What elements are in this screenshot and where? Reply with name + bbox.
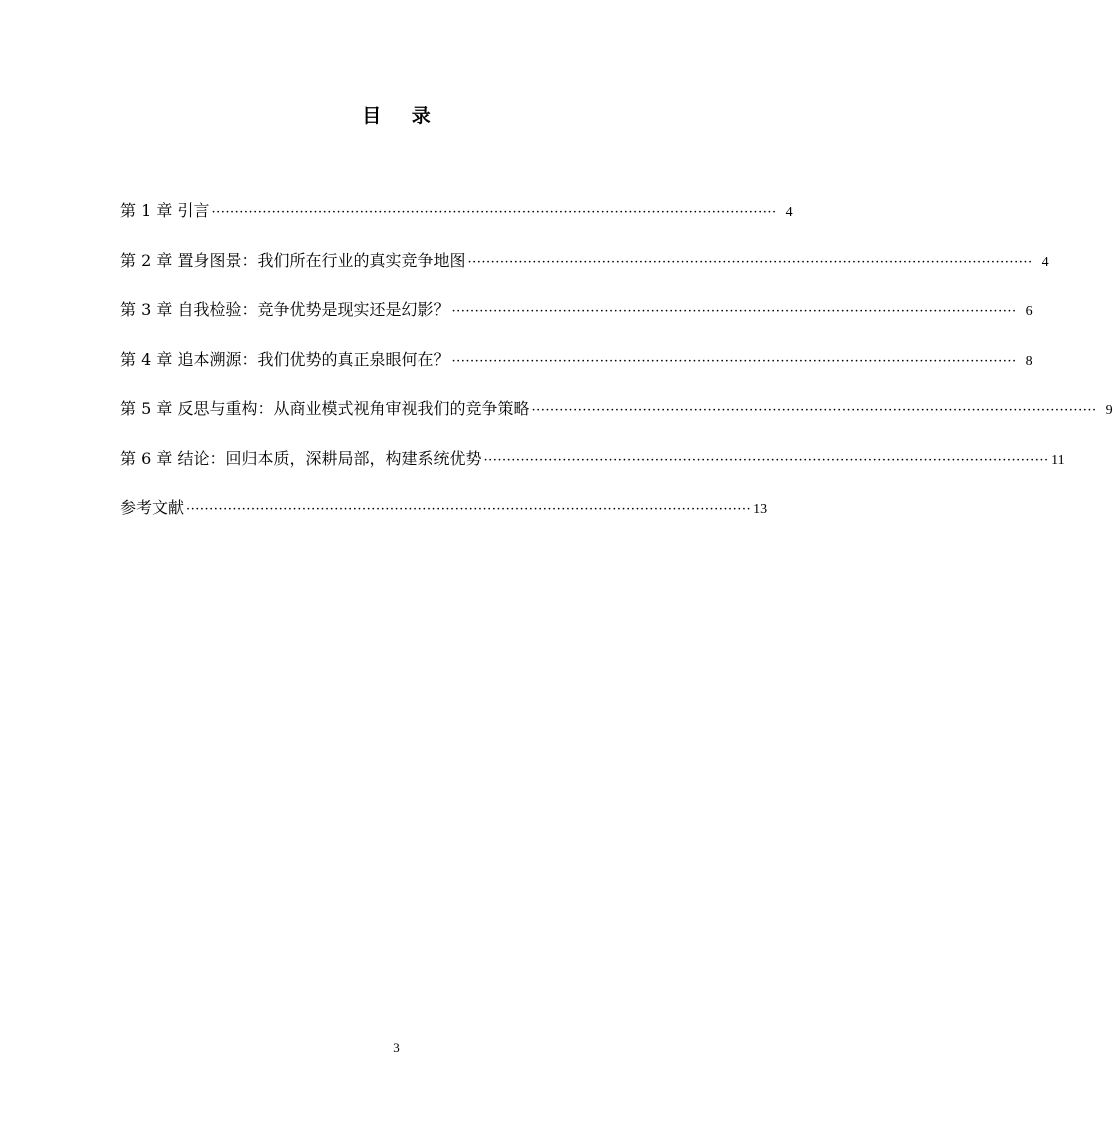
toc-leader-dots: ·························································································································· (451, 304, 1017, 319)
toc-entry-3[interactable] (120, 295, 1033, 345)
toc-leader-dots: ·························································································································· (186, 502, 752, 517)
footer-page-number: 3 (393, 1040, 400, 1055)
toc-leader-dots: ·························································································································· (451, 353, 1017, 369)
toc-leader-dots: ·························································································································· (467, 254, 1033, 270)
toc-entry-page: 11 (1051, 452, 1065, 468)
toc-entry-label: 第 1 章 引言 (120, 201, 210, 220)
toc-entry-page: 13 (753, 502, 768, 517)
toc-entry-4[interactable] (120, 345, 1033, 395)
toc-entry-label: 第 2 章 置身图景：我们所在行业的真实竞争地图 (120, 250, 466, 270)
toc-entry-2[interactable] (120, 246, 1049, 296)
toc-entry-label: 第 3 章 自我检验：竞争优势是现实还是幻影？ (120, 300, 450, 319)
table-of-contents (120, 196, 1113, 543)
toc-entry-page: 4 (1041, 254, 1049, 270)
toc-leader-dots: ·························································································································· (483, 452, 1049, 468)
toc-entry-references[interactable] (120, 493, 768, 543)
toc-entry-label: 第 6 章 结论：回归本质，深耕局部，构建系统优势 (120, 448, 482, 468)
toc-entry-6[interactable] (120, 444, 1065, 494)
toc-leader-dots: ·························································································································· (531, 403, 1097, 418)
toc-entry-page: 8 (1025, 353, 1033, 369)
toc-leader-dots: ·························································································································· (211, 205, 777, 220)
toc-entry-label: 第 5 章 反思与重构：从商业模式视角审视我们的竞争策略 (120, 399, 530, 418)
toc-entry-page: 9 (1105, 403, 1113, 418)
toc-entry-page: 4 (785, 205, 793, 220)
toc-entry-5[interactable] (120, 394, 1113, 444)
toc-entry-label: 第 4 章 追本溯源：我们优势的真正泉眼何在？ (120, 349, 450, 369)
toc-entry-page: 6 (1025, 304, 1033, 319)
toc-entry-label: 参考文献 (120, 498, 185, 517)
page-title: 目 录 (362, 105, 443, 127)
toc-entry-1[interactable] (120, 196, 793, 246)
